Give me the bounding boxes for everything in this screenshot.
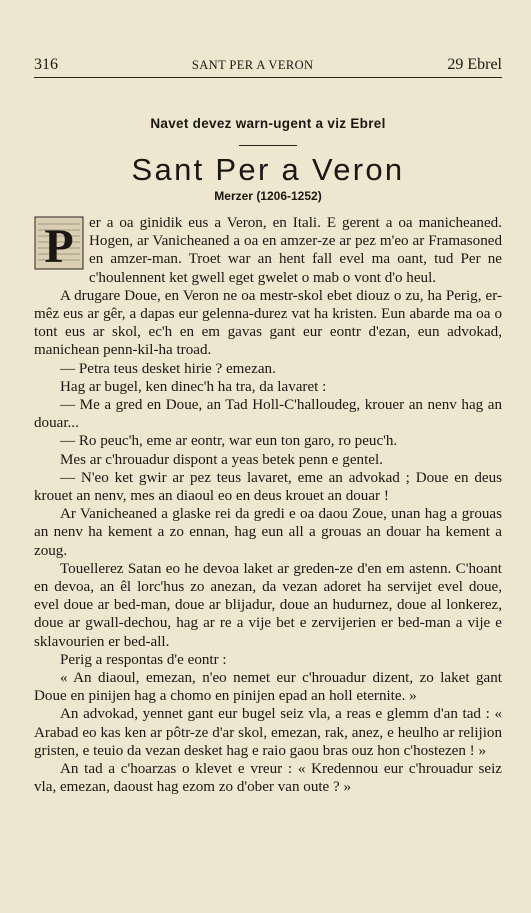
- paragraph: An tad a c'hoarzas o klevet e vreur : « Kredennou eur c'hrouadur seiz vla, emezan, daoust hag ezom zo d'ober van oute ? »: [34, 761, 502, 796]
- paragraph: Mes ar c'hrouadur dispont a yeas betek penn e gentel.: [60, 451, 383, 468]
- paragraph: Hag ar bugel, ken dinec'h ha tra, da lavaret :: [60, 378, 327, 395]
- saint-title: Sant Per a Veron: [131, 152, 405, 187]
- paragraph: [34, 214, 502, 287]
- paragraph-text: er a oa ginidik eus a Veron, en Itali. E gerent a oa manicheaned. Hogen, ar Vanicheaned a oa en amzer-ze ar pez m'eo ar Framasoned en amzer-man. Troet war an hent fall evel ma oant, tud Per ne c'houlennent ket gwell eget gwelet o mab o vont d'o heul.: [89, 215, 502, 286]
- paragraph: An advokad, yennet gant eur bugel seiz vla, a reas e glemm d'an tad : « Arabad eo kas ken ar pôtr-ze d'ar skol, emezan, rak, anez, e heulho ar relijion gristen, e teuio da vezan desket hag e raio gaou bras ouz hon c'hostezen ! »: [34, 706, 502, 759]
- saint-dates: Merzer (1206-1252): [214, 189, 322, 203]
- paragraph: — Ro peuc'h, eme ar eontr, war eun ton garo, ro peuc'h.: [60, 433, 398, 450]
- paragraph: A drugare Doue, en Veron ne oa mestr-skol ebet diouz o zu, ha Perig, er-mêz eus ar gêr, a dapas eur gelenna-durez vat ha kristen. Eun abarde ma oa o tont eus ar skol, ec'h en em gavas gant eur eontr d'ezan, eun advokad, manichean penn-kil-ha troad.: [34, 287, 502, 359]
- paragraph: Perig a respontas d'e eontr :: [60, 651, 227, 668]
- paragraph: « An diaoul, emezan, n'eo nemet eur c'hrouadur dizent, zo laket gant Doue en pinijen hag a chomo en pinijen epad an holl eternite. »: [34, 670, 502, 705]
- article-body: [34, 214, 502, 797]
- title-divider: [239, 145, 297, 146]
- paragraph: Ar Vanicheaned a glaske rei da gredi e oa daou Zoue, unan hag a grouas an nenv ha kement a zo ennan, hag eun all a grouas an douar ha kement a zoug.: [34, 506, 502, 559]
- header-date: 29 Ebrel: [447, 56, 502, 73]
- paragraph: — Petra teus desket hirie ? emezan.: [60, 360, 276, 377]
- dropcap-letter: P: [44, 220, 74, 270]
- running-header: [34, 56, 502, 78]
- feast-heading: Navet devez warn-ugent a viz Ebrel: [150, 116, 386, 131]
- paragraph: Touellerez Satan eo he devoa laket ar greden-ze d'en em astenn. C'hoant en devoa, an êl lorc'hus zo anezan, da vezan adoret ha servijet evel doue, evel doue ar bed-man, doue ar blijadur, doue an hudurnez, doue al lonkerez, doue ar gwall-dechou, hag ar re a vije bet e zervijerien er bed-man a vije e sklavourien er bed-all.: [34, 560, 502, 650]
- paragraph: — N'eo ket gwir ar pez teus lavaret, eme an advokad ; Doue en deus krouet an nenv, mes an diaoul eo en deus krouet an douar !: [34, 469, 502, 505]
- book-page: [34, 56, 502, 797]
- page-number: 316: [34, 56, 58, 73]
- dropcap-p-icon: [34, 216, 84, 270]
- paragraph: — Me a gred en Doue, an Tad Holl-C'halloudeg, krouer an nenv hag an douar...: [34, 397, 502, 432]
- running-title: SANT PER A VERON: [191, 58, 314, 72]
